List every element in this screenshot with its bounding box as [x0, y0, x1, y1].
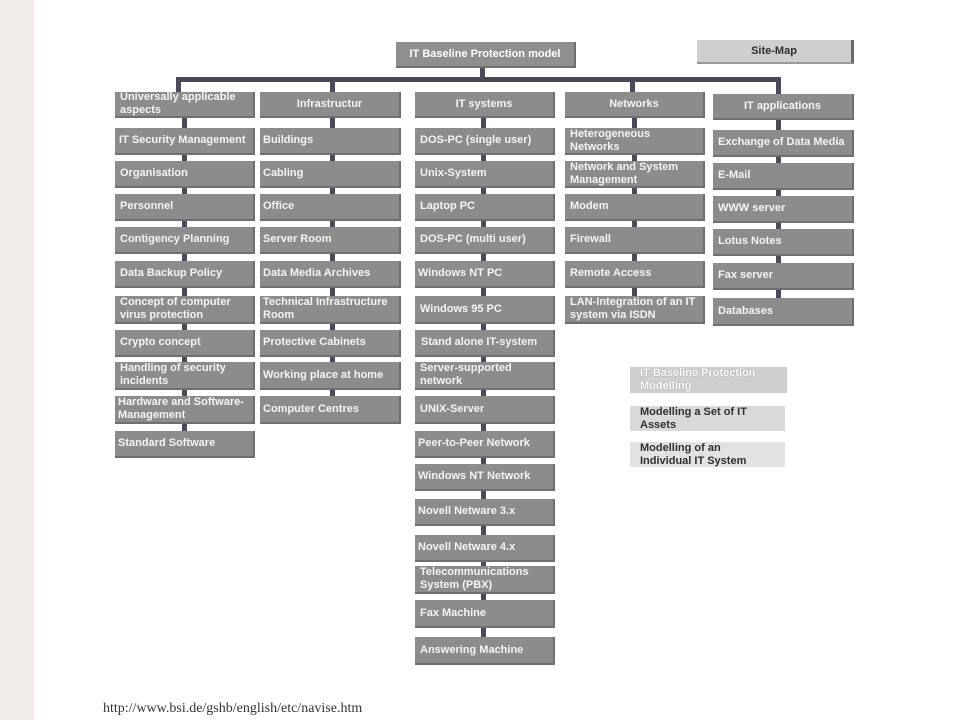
module-peer-to-peer-network[interactable]: Peer-to-Peer Network — [415, 431, 555, 458]
module-network-system-management[interactable]: Network and System Management — [565, 161, 705, 188]
module-computer-centres[interactable]: Computer Centres — [260, 396, 401, 424]
module-novell-netware-3x[interactable]: Novell Netware 3.x — [415, 499, 555, 526]
module-fax-machine[interactable]: Fax Machine — [415, 600, 555, 628]
module-office[interactable]: Office — [260, 194, 401, 221]
module-novell-netware-4x[interactable]: Novell Netware 4.x — [415, 535, 555, 562]
module-organisation[interactable]: Organisation — [115, 161, 255, 188]
module-remote-access[interactable]: Remote Access — [565, 261, 705, 288]
module-unix-server[interactable]: UNIX-Server — [415, 396, 555, 424]
col-header-it-systems[interactable]: IT systems — [415, 92, 555, 118]
module-firewall[interactable]: Firewall — [565, 227, 705, 254]
module-working-place-at-home[interactable]: Working place at home — [260, 362, 401, 390]
legend-set-of-it-assets-text: Modelling a Set of IT Assets — [640, 405, 747, 431]
module-unix-system[interactable]: Unix-System — [415, 161, 555, 188]
module-protective-cabinets[interactable]: Protective Cabinets — [260, 330, 401, 357]
module-windows-nt-network[interactable]: Windows NT Network — [415, 464, 555, 491]
module-modem[interactable]: Modem — [565, 194, 705, 221]
module-data-media-archives[interactable]: Data Media Archives — [260, 261, 401, 288]
legend-individual-it-system-text: Modelling of an Individual IT System — [640, 441, 747, 467]
module-telecommunications-system[interactable]: Telecommunications System (PBX) — [415, 566, 555, 594]
module-server-supported-network[interactable]: Server-supported network — [415, 362, 555, 390]
module-virus-protection[interactable]: Concept of computer virus protection — [115, 296, 255, 324]
module-www-server[interactable]: WWW server — [713, 196, 854, 223]
legend-baseline-modelling-text: IT Baseline Protection Modelling — [640, 367, 756, 392]
col-header-universal-aspects[interactable]: Universally applicable aspects — [115, 92, 255, 118]
module-standard-software[interactable]: Standard Software — [115, 431, 255, 458]
module-buildings[interactable]: Buildings — [260, 128, 401, 155]
module-technical-infrastructure-room[interactable]: Technical Infrastructure Room — [260, 296, 401, 324]
module-it-security-management[interactable]: IT Security Management — [115, 128, 255, 155]
module-databases[interactable]: Databases — [713, 298, 854, 326]
module-answering-machine[interactable]: Answering Machine — [415, 637, 555, 665]
module-heterogeneous-networks[interactable]: Heterogeneous Networks — [565, 128, 705, 155]
module-dos-pc-single[interactable]: DOS-PC (single user) — [415, 128, 555, 155]
module-cabling[interactable]: Cabling — [260, 161, 401, 188]
module-crypto-concept[interactable]: Crypto concept — [115, 330, 255, 357]
legend-set-of-it-assets — [630, 406, 785, 431]
module-e-mail[interactable]: E-Mail — [713, 163, 854, 190]
col-header-infrastructur[interactable]: Infrastructur — [260, 92, 401, 118]
legend-individual-it-system — [630, 442, 785, 467]
col-header-networks[interactable]: Networks — [565, 92, 705, 118]
module-dos-pc-multi[interactable]: DOS-PC (multi user) — [415, 227, 555, 254]
module-personnel[interactable]: Personnel — [115, 194, 255, 221]
module-stand-alone-it-system[interactable]: Stand alone IT-system — [415, 330, 555, 357]
module-data-backup-policy[interactable]: Data Backup Policy — [115, 261, 255, 288]
module-exchange-of-data-media[interactable]: Exchange of Data Media — [713, 130, 854, 157]
module-hardware-software-management[interactable]: Hardware and Software-Management — [115, 396, 255, 424]
module-lotus-notes[interactable]: Lotus Notes — [713, 229, 854, 256]
module-contigency-planning[interactable]: Contigency Planning — [115, 227, 255, 254]
module-lan-integration-isdn[interactable]: LAN-Integration of an IT system via ISDN — [565, 296, 705, 324]
source-url: http://www.bsi.de/gshb/english/etc/navise.htm — [103, 701, 363, 716]
module-laptop-pc[interactable]: Laptop PC — [415, 194, 555, 221]
module-security-incidents[interactable]: Handling of security incidents — [115, 362, 255, 390]
module-windows-nt-pc[interactable]: Windows NT PC — [415, 261, 555, 288]
top-connector-bar — [176, 77, 780, 82]
col-5-drop — [776, 77, 781, 94]
legend-baseline-modelling — [630, 367, 787, 393]
module-windows-95-pc[interactable]: Windows 95 PC — [415, 296, 555, 324]
site-map-button[interactable]: Site-Map — [697, 40, 854, 64]
root-node[interactable]: IT Baseline Protection model — [396, 42, 576, 68]
col-header-it-applications[interactable]: IT applications — [713, 94, 854, 120]
module-server-room[interactable]: Server Room — [260, 227, 401, 254]
module-fax-server[interactable]: Fax server — [713, 263, 854, 290]
